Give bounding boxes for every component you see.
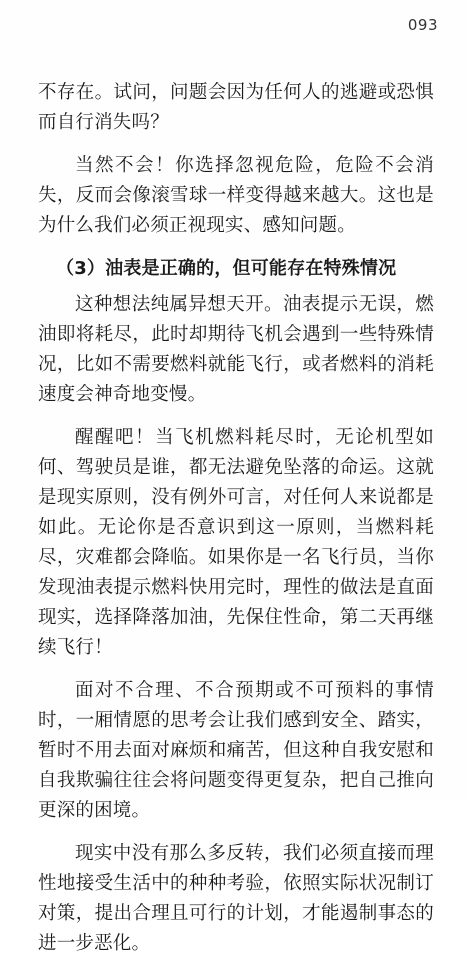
paragraph: 醒醒吧！当飞机燃料耗尽时，无论机型如何、驾驶员是谁，都无法避免坠落的命运。这就是现实原则，没有例外可言，对任何人来说都是如此。无论你是否意识到这一原则，当燃料耗尽，灾难都会降临。如果你是一名飞行员，当你发现油表提示燃料快用完时，理性的做法是直面现实，选择降落加油，先保住性命，第二天再继续飞行！	[38, 427, 434, 658]
paragraph: 现实中没有那么多反转，我们必须直接而理性地接受生活中的种种考验，依照实际状况制订对策，提出合理且可行的计划，才能遏制事态的进一步恶化。	[38, 843, 434, 954]
paragraph-continuation: 不存在。试问，问题会因为任何人的逃避或恐惧而自行消失吗？	[38, 82, 434, 133]
paragraph: 这种想法纯属异想天开。油表提示无误，燃油即将耗尽，此时却期待飞机会遇到一些特殊情况，比如不需要燃料就能飞行，或者燃料的消耗速度会神奇地变慢。	[38, 294, 434, 405]
paragraph: 面对不合理、不合预期或不可预料的事情时，一厢情愿的思考会让我们感到安全、踏实，暂时不用去面对麻烦和痛苦，但这种自我安慰和自我欺骗往往会将问题变得更复杂，把自己推向更深的困境。	[38, 680, 434, 821]
section-heading: （3）油表是正确的，但可能存在特殊情况	[56, 258, 397, 279]
page-number: 093	[407, 16, 438, 34]
paragraph: 当然不会！你选择忽视危险，危险不会消失，反而会像滚雪球一样变得越来越大。这也是为什么我们必须正视现实、感知问题。	[38, 155, 434, 236]
page-body	[38, 78, 434, 972]
